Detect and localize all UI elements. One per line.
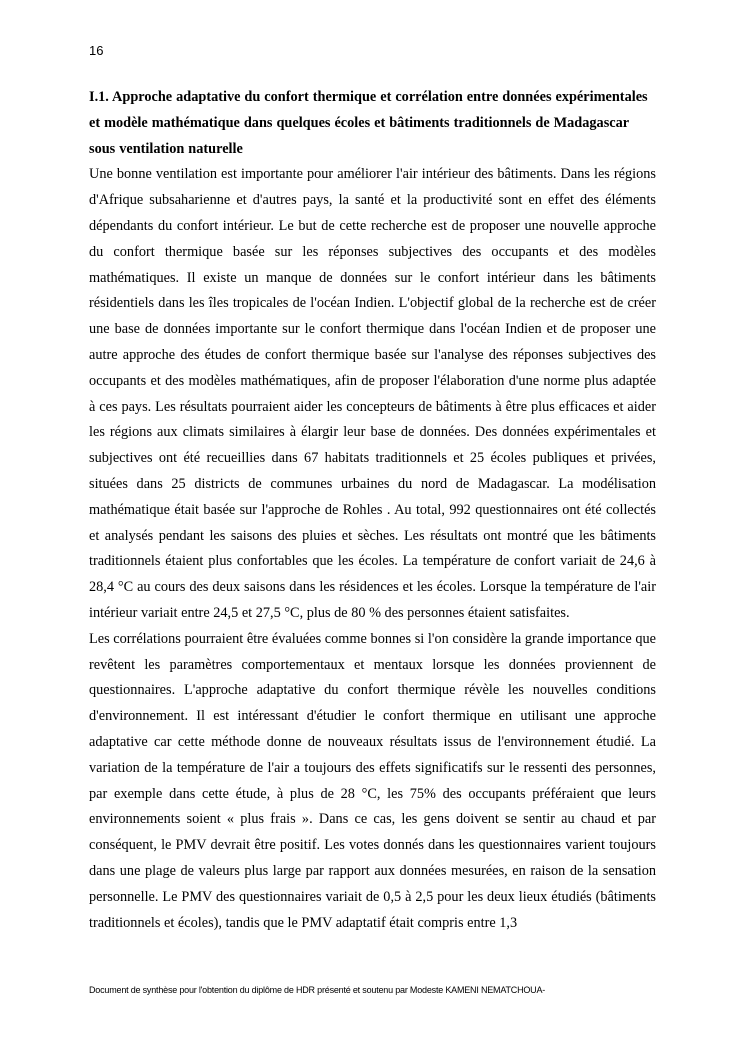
paragraph: Une bonne ventilation est importante pour améliorer l'air intérieur des bâtiments. Dans les régions d'Afrique subsaharienne et d'autres pays, la santé et la productivité sont en effet des éléments dépendants du confort intérieur. Le but de cette recherche est de proposer une nouvelle approche du confort thermique basée sur les réponses subjectives des occupants et des modèles mathématiques. Il existe un manque de données sur le confort intérieur dans les bâtiments résidentiels dans les îles tropicales de l'océan Indien. L'objectif global de la recherche est de créer une base de données importante sur le confort thermique dans l'océan Indien et de proposer une autre approche des études de confort thermique basée sur l'analyse des réponses subjectives des occupants et des modèles mathématiques, afin de proposer l'élaboration d'une norme plus adaptée à ces pays. Les résultats pourraient aider les concepteurs de bâtiments à être plus efficaces et aider les régions aux climats similaires à élargir leur base de données. Des données expérimentales et subjectives ont été recueillies dans 67 habitats traditionnels et 25 écoles publiques et privées, situées dans 25 districts de communes urbaines du nord de Madagascar. La modélisation mathématique était basée sur l'approche de Rohles . Au total, 992 questionnaires ont été collectés et analysés pendant les saisons des pluies et sèches. Les résultats ont montré que les bâtiments traditionnels étaient plus confortables que les écoles. La température de confort variait de 24,6 à 28,4 °C au cours des deux saisons dans les résidences et les écoles. Lorsque la température de l'air intérieur variait entre 24,5 et 27,5 °C, plus de 80 % des personnes étaient satisfaites.	[89, 166, 656, 621]
section-title: I.1. Approche adaptative du confort thermique et corrélation entre données expérimentales et modèle mathématique dans quelques écoles et bâtiments traditionnels de Madagascar sous ventilation naturelle	[89, 89, 648, 157]
page-number: 16	[89, 43, 104, 58]
page-content	[89, 85, 656, 936]
paragraph: Les corrélations pourraient être évaluées comme bonnes si l'on considère la grande importance que revêtent les paramètres comportementaux et mentaux lorsque les données proviennent de questionnaires. L'approche adaptative du confort thermique révèle les nouvelles conditions d'environnement. Il est intéressant d'étudier le confort thermique en utilisant une approche adaptative car cette méthode donne de nouveaux résultats issus de l'environnement étudié. La variation de la température de l'air a toujours des effets significatifs sur le ressenti des personnes, par exemple dans cette étude, à plus de 28 °C, les 75% des occupants préféraient que leurs environnements soient « plus frais ». Dans ce cas, les gens doivent se sentir au chaud et par conséquent, le PMV devrait être positif. Les votes donnés dans les questionnaires varient toujours dans une plage de valeurs plus large par rapport aux données mesurées, en raison de la sensation personnelle. Le PMV des questionnaires variait de 0,5 à 2,5 pour les deux lieux étudiés (bâtiments traditionnels et écoles), tandis que le PMV adaptatif était compris entre 1,3	[89, 630, 656, 931]
page-footer: Document de synthèse pour l'obtention du diplôme de HDR présenté et soutenu par Modeste KAMENI NEMATCHOUA-	[89, 985, 546, 995]
